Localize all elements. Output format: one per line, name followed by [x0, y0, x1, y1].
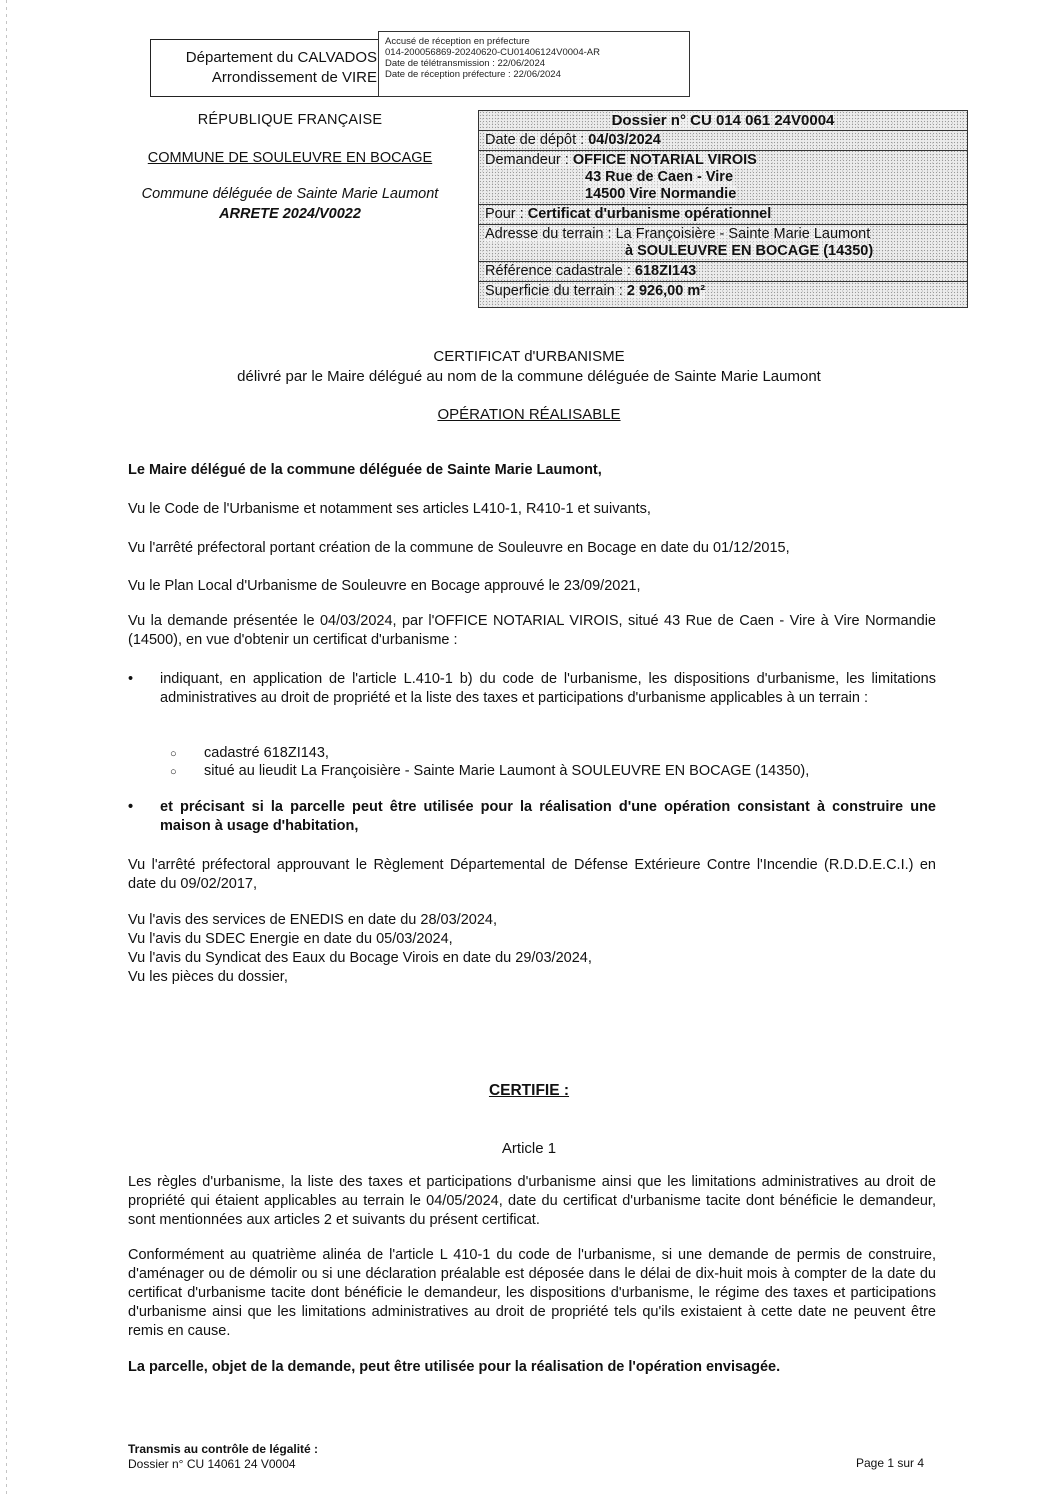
- demandeur-address-1: 43 Rue de Caen - Vire: [585, 169, 734, 185]
- dossier-title: Dossier n° CU 014 061 24V0004: [479, 111, 967, 131]
- operation-realisable: OPÉRATION RÉALISABLE: [437, 406, 621, 423]
- republique-francaise: RÉPUBLIQUE FRANÇAISE: [197, 112, 383, 128]
- footer-transmis-label: Transmis au contrôle de légalité :: [128, 1442, 319, 1456]
- dossier-row-reference: [479, 262, 967, 282]
- scan-edge-artifact: [6, 0, 7, 1497]
- article-1-paragraph-2: Conformément au quatrième alinéa de l'article L 410-1 du code de l'urbanisme, si une demande de permis de construire, d'aménager ou de démolir ou si une déclaration préalable est déposée dans le délai de dix-huit mois à compter de la date du certificat d'urbanisme tacite dont bénéficie le demandeur, les dispositions d'urbanisme, le régime des taxes et participations d'urbanisme ainsi que les limitations administratives au droit de propriété tels qu'ils existaient à cette date ne peuvent être remis en cause.: [128, 1247, 936, 1339]
- certificate-title-line-2: délivré par le Maire délégué au nom de la commune déléguée de Sainte Marie Laumont: [237, 368, 821, 385]
- stamp-line-2: 014-200056869-20240620-CU01406124V0004-AR: [385, 47, 600, 58]
- adresse-label: Adresse du terrain :: [485, 226, 616, 242]
- dossier-row-demandeur: [479, 151, 967, 205]
- article-1-paragraph-3: La parcelle, objet de la demande, peut être utilisée pour la réalisation de l'opération envisagée.: [128, 1359, 781, 1375]
- maire-delegue-paragraph: Le Maire délégué de la commune déléguée de Sainte Marie Laumont,: [128, 462, 602, 478]
- vu-arrete-paragraph: Vu l'arrêté préfectoral portant création de la commune de Souleuvre en Bocage en date du 01/12/2015,: [128, 540, 790, 556]
- sub-bullet-symbol: ○: [170, 766, 177, 778]
- bullet-symbol: •: [128, 671, 134, 687]
- department-text: [186, 48, 377, 88]
- vu-code-paragraph: Vu le Code de l'Urbanisme et notamment ses articles L410-1, R410-1 et suivants,: [128, 501, 651, 517]
- commune-name: COMMUNE DE SOULEUVRE EN BOCAGE: [147, 150, 433, 166]
- bullet-indiquant: [128, 670, 936, 708]
- arrondissement-name: Arrondissement de VIRE: [211, 69, 377, 86]
- stamp-line-3: Date de télétransmission : 22/06/2024: [385, 58, 546, 69]
- article-1-paragraph-1: Les règles d'urbanisme, la liste des taxes et participations d'urbanisme ainsi que les limitations administratives au droit de propriété qui étaient applicables au terrain le 04/05/2024, date du certificat d'urbanisme tacite dont bénéficie le demandeur, sont mentionnées aux articles 2 et suivants du présent certificat.: [128, 1174, 936, 1228]
- demandeur-address-2: 14500 Vire Normandie: [585, 186, 737, 202]
- article-1-heading: Article 1: [501, 1140, 557, 1157]
- vu-plu-paragraph: Vu le Plan Local d'Urbanisme de Souleuvre en Bocage approuvé le 23/09/2021,: [128, 578, 641, 594]
- commune-deleguee: Commune déléguée de Sainte Marie Laumont: [141, 186, 439, 202]
- vu-syndicat-paragraph: Vu l'avis du Syndicat des Eaux du Bocage Virois en date du 29/03/2024,: [128, 950, 592, 966]
- depot-value: 04/03/2024: [588, 132, 661, 148]
- dossier-row-pour: [479, 205, 967, 225]
- pour-value: Certificat d'urbanisme opérationnel: [527, 206, 772, 222]
- vu-sdec-paragraph: Vu l'avis du SDEC Energie en date du 05/03/2024,: [128, 931, 453, 947]
- dossier-row-depot: [479, 131, 967, 151]
- left-header: [110, 110, 470, 224]
- dossier-row-adresse: [479, 225, 967, 262]
- certificate-title: [0, 347, 1058, 387]
- vu-demande-paragraph: Vu la demande présentée le 04/03/2024, par l'OFFICE NOTARIAL VIROIS, situé 43 Rue de Caen - Vire à Vire Normandie (14500), en vue d'obtenir un certificat d'urbanisme :: [128, 613, 936, 648]
- sub-item-situe: [170, 762, 930, 781]
- vu-enedis-paragraph: Vu l'avis des services de ENEDIS en date du 28/03/2024,: [128, 912, 497, 928]
- stamp-line-1: Accusé de réception en préfecture: [385, 36, 530, 47]
- sub-bullet-symbol: ○: [170, 748, 177, 760]
- depot-label: Date de dépôt :: [485, 132, 589, 148]
- sub-item-cadastre-text: cadastré 618ZI143,: [204, 745, 329, 761]
- vu-rddeci-paragraph: Vu l'arrêté préfectoral approuvant le Règlement Départemental de Défense Extérieure Contre l'Incendie (R.D.D.E.C.I.) en date du 09/02/2017,: [128, 857, 936, 892]
- dossier-row-superficie: [479, 282, 967, 301]
- pour-label: Pour :: [485, 206, 528, 222]
- demandeur-name: OFFICE NOTARIAL VIROIS: [572, 152, 757, 168]
- adresse-value-1: La Françoisière - Sainte Marie Laumont: [615, 226, 871, 242]
- certificate-title-line-1: CERTIFICAT d'URBANISME: [433, 348, 625, 365]
- footer-dossier-number: Dossier n° CU 14061 24 V0004: [128, 1457, 296, 1471]
- bullet-precisant: [128, 798, 936, 836]
- stamp-line-4: Date de réception préfecture : 22/06/2024: [385, 69, 561, 80]
- sub-item-cadastre: [170, 744, 930, 763]
- sub-item-situe-text: situé au lieudit La Françoisière - Sainte Marie Laumont à SOULEUVRE EN BOCAGE (14350),: [204, 763, 810, 779]
- demandeur-label: Demandeur :: [485, 152, 573, 168]
- dossier-box: [478, 110, 968, 308]
- superficie-label: Superficie du terrain :: [485, 283, 627, 299]
- arrete-number: ARRETE 2024/V0022: [219, 206, 361, 222]
- bullet-symbol: •: [128, 799, 134, 815]
- reference-label: Référence cadastrale :: [485, 263, 635, 279]
- bullet-precisant-text: et précisant si la parcelle peut être utilisée pour la réalisation d'une opération consistant à construire une maison à usage d'habitation,: [160, 799, 936, 834]
- bullet-indiquant-text: indiquant, en application de l'article L.410-1 b) du code de l'urbanisme, les dispositions d'urbanisme, les limitations administratives au droit de propriété et la liste des taxes et participations d'urbanisme applicables à un terrain :: [160, 671, 936, 706]
- vu-pieces-paragraph: Vu les pièces du dossier,: [128, 969, 288, 985]
- department-name: Département du CALVADOS: [185, 49, 377, 66]
- page-number: Page 1 sur 4: [856, 1456, 925, 1470]
- prefecture-receipt-stamp: [378, 31, 690, 97]
- footer-transmission: [128, 1442, 318, 1472]
- adresse-value-2: à SOULEUVRE EN BOCAGE (14350): [625, 243, 874, 259]
- certifie-heading: CERTIFIE :: [488, 1082, 570, 1099]
- reference-value: 618ZI143: [634, 263, 697, 279]
- superficie-value: 2 926,00 m²: [626, 283, 706, 299]
